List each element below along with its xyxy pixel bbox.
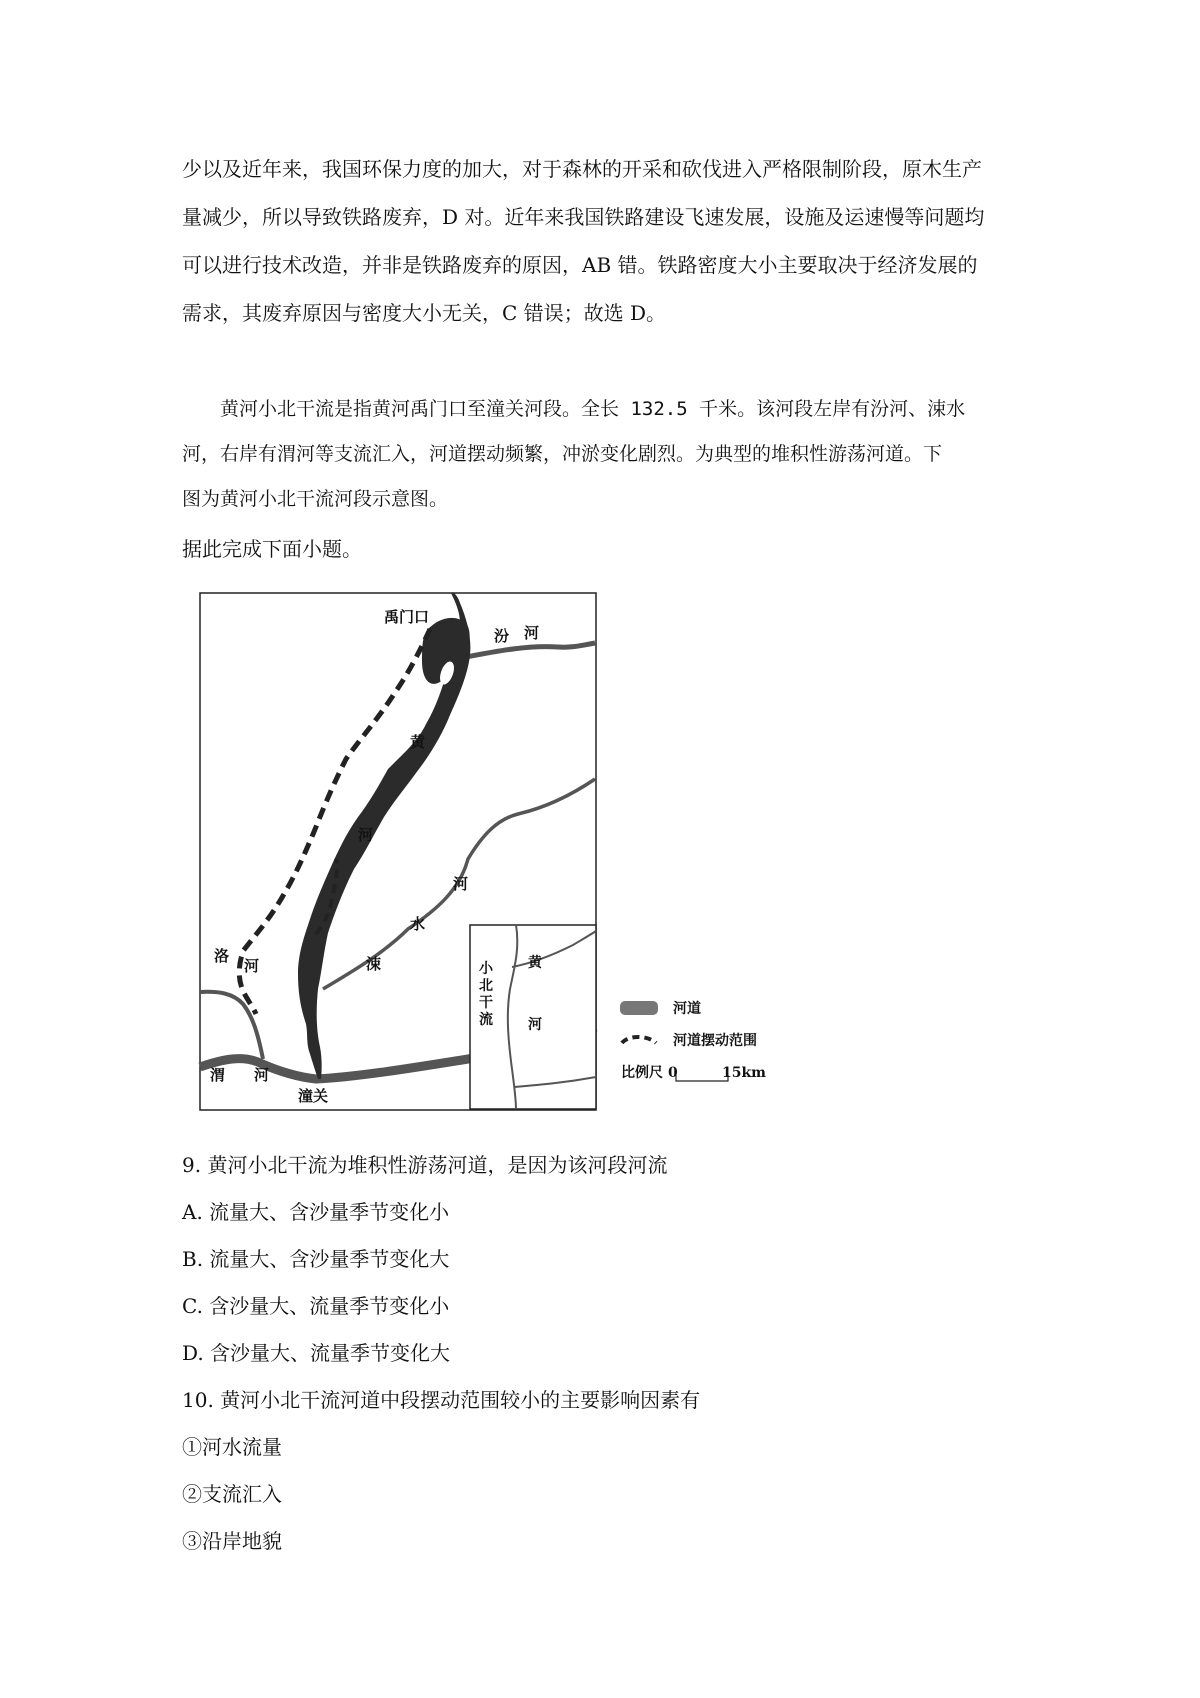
label-tongguan: 潼关 (298, 1087, 329, 1105)
passage-line: 河，右岸有渭河等支流汇入，河道摆动频繁，冲淤变化剧烈。为典型的堆积性游荡河道。下 (182, 443, 943, 465)
label-wei-1: 渭 (210, 1066, 226, 1084)
explanation-line: 需求，其废弃原因与密度大小无关，C 错误；故选 D。 (182, 301, 667, 325)
question-10-item-1: ①河水流量 (182, 1435, 282, 1459)
label-su-he: 河 (453, 875, 469, 893)
legend-channel-label: 河道 (673, 1001, 701, 1017)
scale-zero: 0 (668, 1065, 678, 1081)
label-su-shui: 水 (410, 915, 426, 933)
inset-label-v3: 干 (479, 995, 493, 1011)
label-huang-2: 河 (358, 826, 374, 844)
instruction-text: 据此完成下面小题。 (182, 537, 362, 561)
question-10-stem: 10. 黄河小北干流河道中段摆动范围较小的主要影响因素有 (182, 1388, 701, 1412)
legend-channel-swatch (620, 1001, 658, 1015)
question-10-item-3: ③沿岸地貌 (182, 1529, 282, 1553)
legend-swing-label: 河道摆动范围 (673, 1033, 757, 1049)
label-su-su: 涑 (366, 955, 382, 973)
question-list (182, 1142, 1032, 1565)
instruction (182, 525, 1032, 573)
passage-line: 黄河小北干流是指黄河禹门口至潼关河段。全长 132.5 千米。该河段左岸有汾河、涑水 (220, 398, 966, 420)
explanation-line: 可以进行技术改造，并非是铁路废弃的原因，AB 错。铁路密度大小主要取决于经济发展的 (182, 253, 978, 277)
scale-label: 比例尺 (621, 1065, 663, 1081)
question-9-option-d[interactable]: D. 含沙量大、流量季节变化大 (182, 1341, 451, 1365)
label-luo-2: 河 (244, 957, 260, 975)
label-yumenkou: 禹门口 (384, 608, 430, 626)
label-huang-1: 黄 (410, 733, 426, 751)
question-9-option-a[interactable]: A. 流量大、含沙量季节变化小 (182, 1200, 450, 1224)
legend-swing-swatch (622, 1037, 656, 1043)
question-9-option-b[interactable]: B. 流量大、含沙量季节变化大 (182, 1247, 450, 1271)
previous-answer-explanation (182, 145, 1032, 337)
label-wei-2: 河 (254, 1066, 270, 1084)
label-luo-1: 洛 (214, 947, 230, 965)
question-9-stem: 9. 黄河小北干流为堆积性游荡河道，是因为该河段河流 (182, 1153, 668, 1177)
inset-label-he: 河 (528, 1017, 542, 1033)
inset-label-v4: 流 (479, 1012, 493, 1028)
explanation-line: 量减少，所以导致铁路废弃，D 对。近年来我国铁路建设飞速发展，设施及运速慢等问题均 (182, 205, 985, 229)
inset-label-v2: 北 (479, 978, 493, 994)
scale-value: 15km (722, 1065, 766, 1081)
passage-line: 图为黄河小北干流河段示意图。 (182, 488, 449, 510)
label-fen-1: 汾 (494, 627, 510, 645)
label-fen-2: 河 (524, 624, 540, 642)
question-10-item-2: ②支流汇入 (182, 1482, 282, 1506)
inset-label-v1: 小 (479, 961, 493, 977)
inset-label-huang: 黄 (528, 955, 542, 971)
question-9-option-c[interactable]: C. 含沙量大、流量季节变化小 (182, 1294, 450, 1318)
river-map-figure (198, 589, 798, 1119)
scale-bar (676, 1075, 728, 1081)
reading-passage (182, 387, 1032, 522)
explanation-line: 少以及近年来，我国环保力度的加大，对于森林的开采和砍伐进入严格限制阶段，原木生产 (182, 157, 982, 181)
